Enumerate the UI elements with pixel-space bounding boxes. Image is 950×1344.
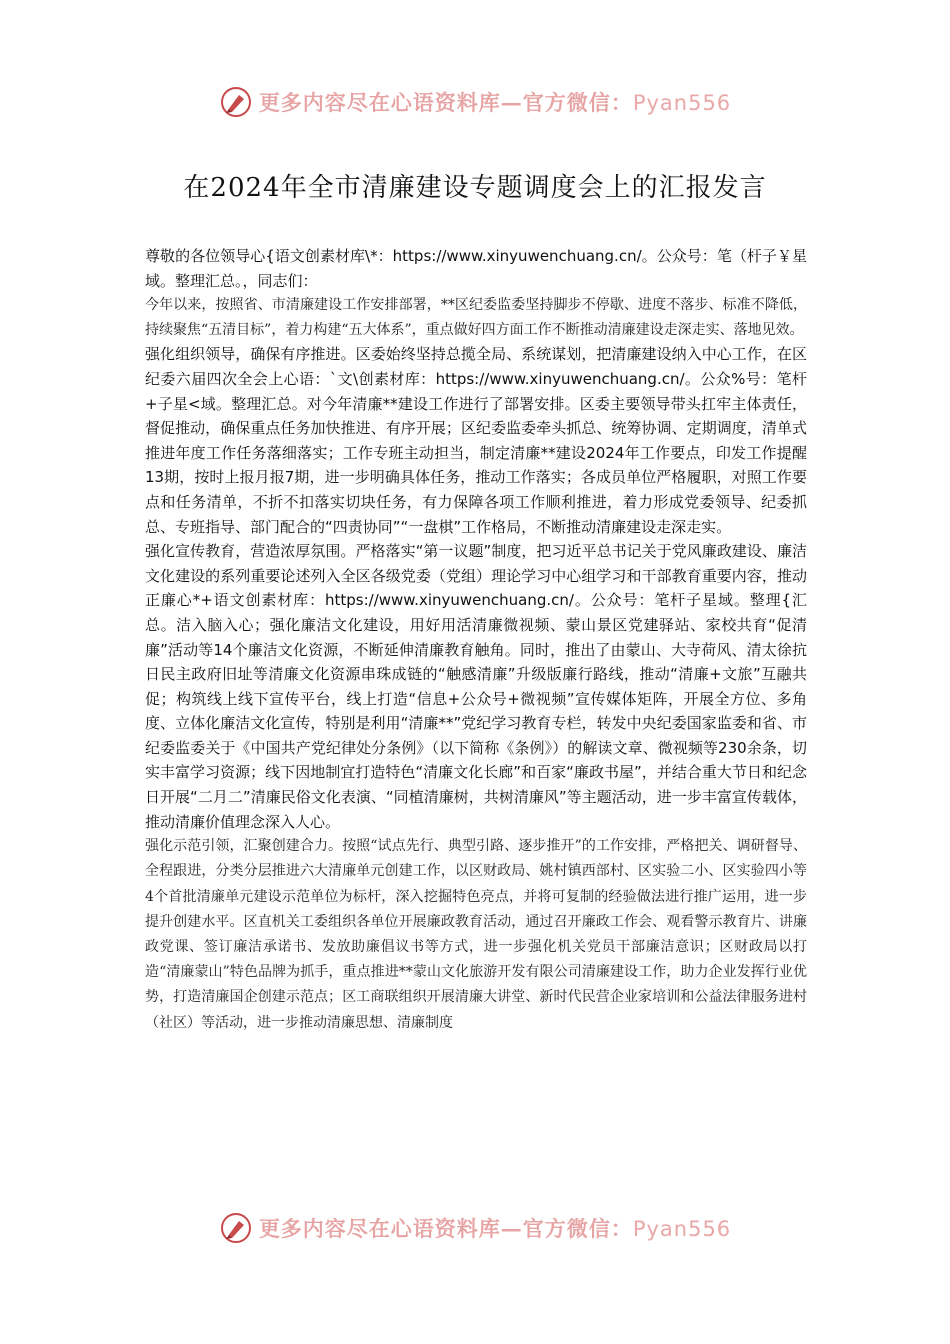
demonstration-paragraph: 强化示范引领，汇聚创建合力。按照“试点先行、典型引路、逐步推开”的工作安排，严格把关、调研督导、全程跟进，分类分层推进六大清廉单元创建工作，以区财政局、姚村镇西部村、区实验二小、区实验四小等4个首批清廉单元建设示范单位为标杆，深入挖掘特色亮点，并将可复制的经验做法进行推广运用，进一步提升创建水平。区直机关工委组织各单位开展廉政教育活动，通过召开廉政工作会、观看警示教育片、讲廉政党课、签订廉洁承诺书、发放助廉倡议书等方式，进一步强化机关党员干部廉洁意识；区财政局以打造“清廉蒙山”特色品牌为抓手，重点推进**蒙山文化旅游开发有限公司清廉建设工作，助力企业发挥行业优势，打造清廉国企创建示范点；区工商联组织开展清廉大讲堂、新时代民营企业家培训和公益法律服务进村（社区）等活动，进一步推动清廉思想、清廉制度 (145, 838, 807, 1031)
pen-nib-logo-icon (219, 85, 253, 119)
document-body (145, 244, 807, 1036)
publicity-education-paragraph: 强化宣传教育，营造浓厚氛围。严格落实“第一议题”制度，把习近平总书记关于党风廉政建设、廉洁文化建设的系列重要论述列入全区各级党委（党组）理论学习中心组学习和干部教育重要内容，推动正廉心*+语文创素材库：https://www.xinyuwenchuang.cn/。公众号：笔杆子星域。整理{汇总。洁入脑入心；强化廉洁文化建设，用好用活清廉微视频、蒙山景区党建驿站、家校共育“促清廉”活动等14个廉洁文化资源，不断延伸清廉教育触角。同时，推出了由蒙山、大寺荷风、清太徐抗日民主政府旧址等清廉文化资源串珠成链的“触感清廉”升级版廉行路线，推动“清廉+文旅”互融共促；构筑线上线下宣传平台，线上打造“信息+公众号+微视频”宣传媒体矩阵，开展全方位、多角度、立体化廉洁文化宣传，特别是利用“清廉**”党纪学习教育专栏，转发中央纪委国家监委和省、市纪委监委关于《中国共产党纪律处分条例》（以下简称《条例》）的解读文章、微视频等230余条，切实丰富学习资源；线下因地制宜打造特色“清廉文化长廊”和百家“廉政书屋”，并结合重大节日和纪念日开展“二月二”清廉民俗文化表演、“同植清廉树，共树清廉风”等主题活动，进一步丰富宣传载体，推动清廉价值理念深入人心。 (145, 542, 807, 831)
salutation-paragraph: 尊敬的各位领导心{语文创素材库\*：https://www.xinyuwenchuang.cn/。公众号：笔（杆子￥星域。整理汇总。，同志们： (145, 247, 807, 290)
watermark-text: 更多内容尽在心语资料库—官方微信：Pyan556 (258, 1216, 732, 1241)
watermark-bottom (0, 1208, 950, 1248)
organization-leadership-paragraph: 强化组织领导，确保有序推进。区委始终坚持总揽全局、系统谋划，把清廉建设纳入中心工作，在区纪委六届四次全会上心语：`文\创素材库：https://www.xinyuwenchuang.cn/。公众%号：笔杆+子星<域。整理汇总。对今年清廉**建设工作进行了部署安排。区委主要领导带头扛牢主体责任，督促推动，确保重点任务加快推进、有序开展；区纪委监委牵头抓总、统筹协调、定期调度，清单式推进年度工作任务落细落实；工作专班主动担当，制定清廉**建设2024年工作要点，印发工作提醒13期，按时上报月报7期，进一步明确具体任务，推动工作落实；各成员单位严格履职，对照工作要点和任务清单，不折不扣落实切块任务，有力保障各项工作顺利推进，着力形成党委领导、纪委抓总、专班指导、部门配合的“四责协同”“一盘棋”工作格局，不断推动清廉建设走深走实。 (145, 345, 807, 536)
watermark-top (0, 82, 950, 122)
document-title: 在2024年全市清廉建设专题调度会上的汇报发言 (183, 173, 767, 204)
pen-nib-logo-icon (219, 1211, 253, 1245)
watermark-text: 更多内容尽在心语资料库—官方微信：Pyan556 (258, 90, 732, 115)
intro-paragraph: 今年以来，按照省、市清廉建设工作安排部署，**区纪委监委坚持脚步不停歇、进度不落步、标准不降低，持续聚焦“五清目标”，着力构建“五大体系”，重点做好四方面工作不断推动清廉建设走深走实、落地见效。 (145, 297, 807, 338)
